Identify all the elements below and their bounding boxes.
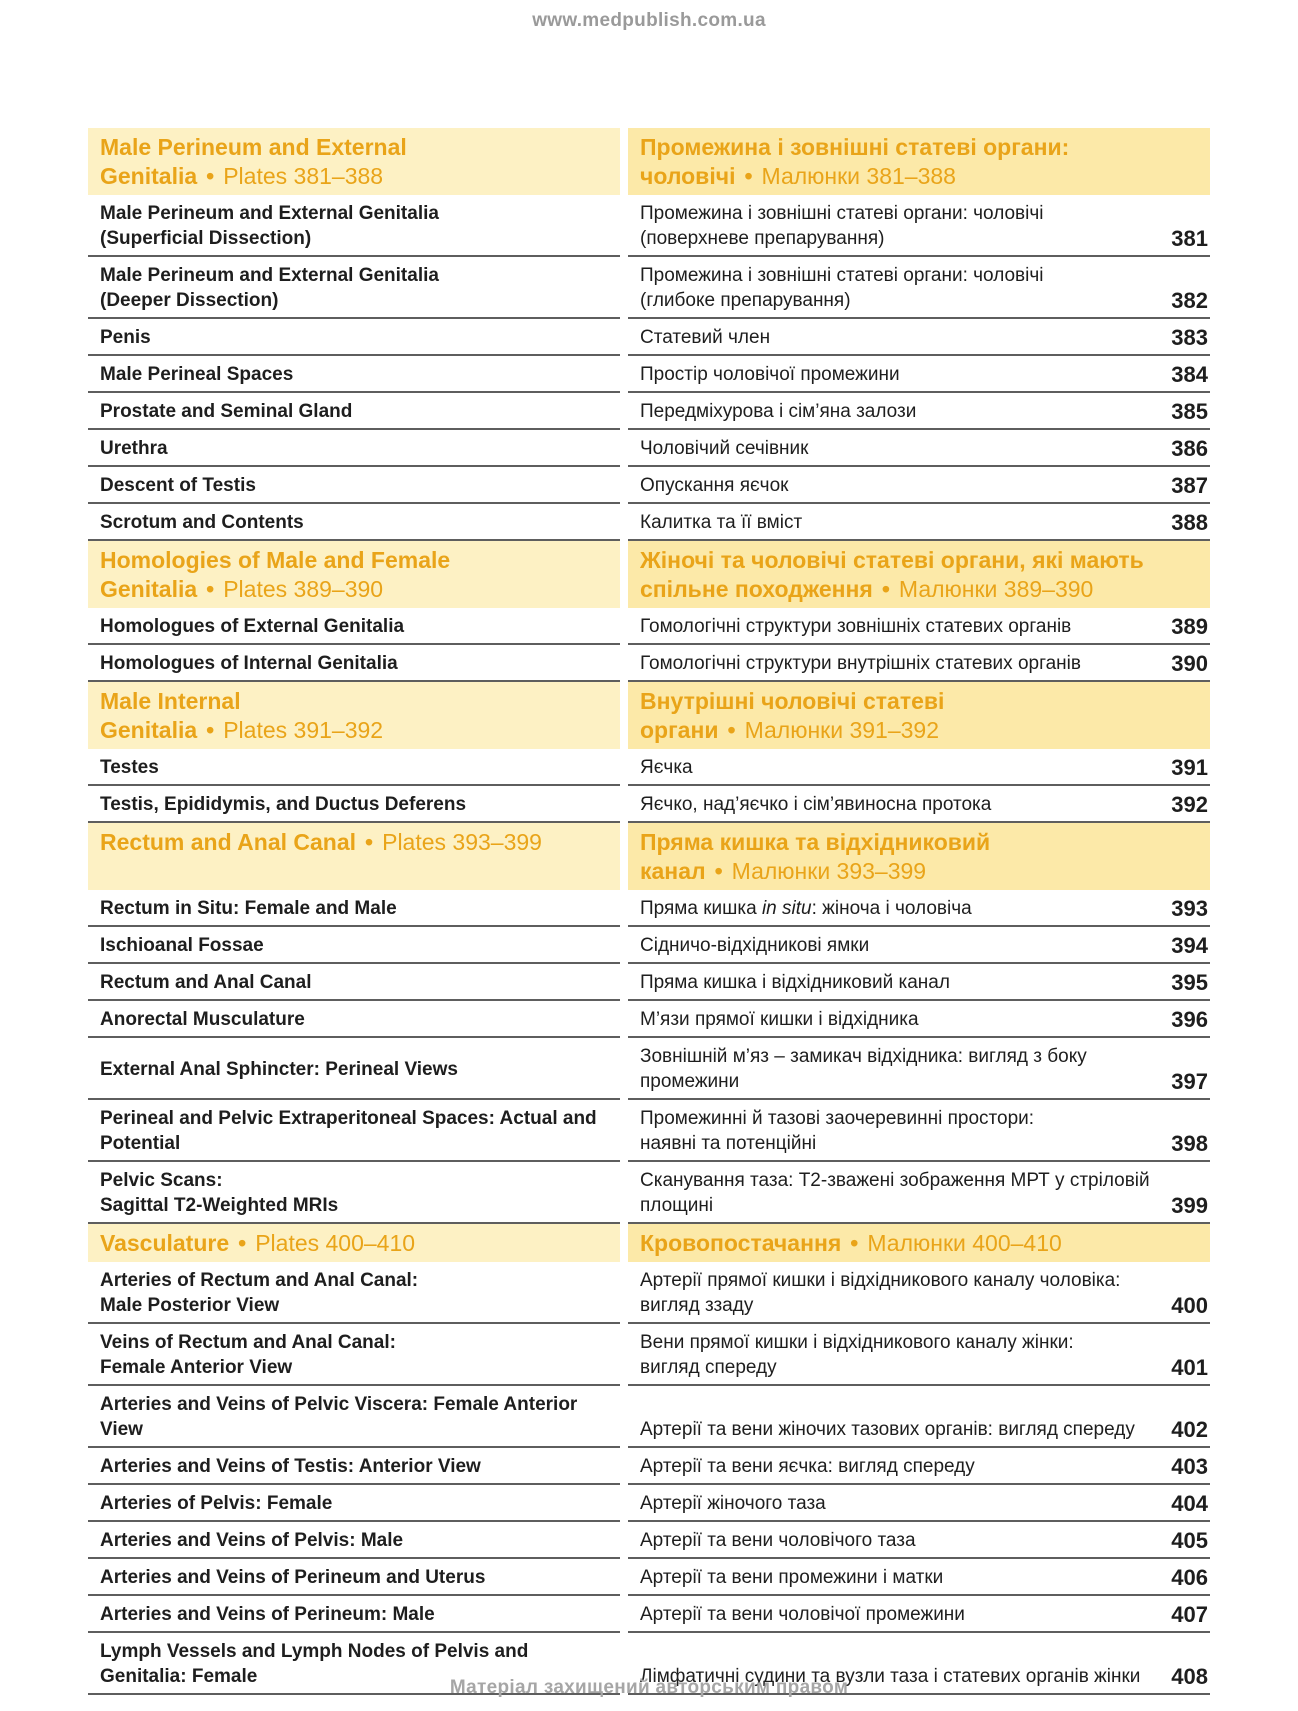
entry-title-en: Male Perineal Spaces <box>100 364 294 385</box>
page-number: 393 <box>1171 896 1208 921</box>
section-title: Rectum and Anal Canal <box>100 829 357 855</box>
toc-entry-en[interactable] <box>88 964 620 1001</box>
toc-entry-en[interactable] <box>88 786 620 823</box>
entry-title-en: Pelvic Scans: Sagittal T2-Weighted MRIs <box>100 1170 339 1216</box>
entry-title-ua: Промежинні й тазові заочеревинні простори: наявні та потенційні <box>640 1108 1035 1154</box>
page-number: 383 <box>1171 325 1208 350</box>
section-header-text: Homologies of Male and Female Genitalia • Plates 389–390 <box>100 547 451 602</box>
entry-title-en: Prostate and Seminal Gland <box>100 401 353 422</box>
toc-entry-ua[interactable] <box>628 393 1210 430</box>
section-header-text: Male Perineum and External Genitalia • Plates 381–388 <box>100 134 407 189</box>
toc-entry-ua[interactable] <box>628 1559 1210 1596</box>
page-number: 401 <box>1171 1355 1208 1380</box>
toc-entry-en[interactable] <box>88 927 620 964</box>
toc-entry-en[interactable] <box>88 645 620 682</box>
toc-entry-ua[interactable] <box>628 1596 1210 1633</box>
toc-entry-en[interactable] <box>88 1001 620 1038</box>
section-header-ua <box>628 682 1210 749</box>
toc-entry-en[interactable] <box>88 504 620 541</box>
section-plates: Plates 393–399 <box>382 829 542 855</box>
section-header-ua <box>628 823 1210 890</box>
page-number: 389 <box>1171 614 1208 639</box>
entry-title-ua: Артерії прямої кишки і відхідникового каналу чоловіка: вигляд ззаду <box>640 1270 1121 1316</box>
page-number: 408 <box>1171 1664 1208 1689</box>
page-number: 385 <box>1171 399 1208 424</box>
section-header-text: Пряма кишка та відхідниковий канал • Малюнки 393–399 <box>640 829 991 884</box>
entry-title-en: Arteries and Veins of Pelvic Viscera: Female Anterior View <box>100 1394 578 1440</box>
page-number: 397 <box>1171 1069 1208 1094</box>
page-number: 396 <box>1171 1007 1208 1032</box>
toc-entry-ua[interactable] <box>628 504 1210 541</box>
entry-title-ua: Пряма кишка і відхідниковий канал <box>640 972 950 993</box>
section-header-text: Male Internal Genitalia • Plates 391–392 <box>100 688 384 743</box>
toc-entry-en[interactable] <box>88 430 620 467</box>
toc-entry-ua[interactable] <box>628 467 1210 504</box>
page-number: 390 <box>1171 651 1208 676</box>
entry-title-ua: Артерії та вени чоловічої промежини <box>640 1604 965 1625</box>
page-number: 403 <box>1171 1454 1208 1479</box>
section-header-text: Промежина і зовнішні статеві органи: чоловічі • Малюнки 381–388 <box>640 134 1070 189</box>
entry-title-en: Arteries and Veins of Perineum: Male <box>100 1604 435 1625</box>
bullet-dot: • <box>206 717 215 743</box>
toc-entry-en[interactable] <box>88 393 620 430</box>
site-url: www.medpublish.com.ua <box>532 10 766 31</box>
entry-title-en: External Anal Sphincter: Perineal Views <box>100 1058 458 1080</box>
entry-title-en: Penis <box>100 327 151 348</box>
entry-title-ua: Промежина і зовнішні статеві органи: чоловічі (глибоке препарування) <box>640 265 1044 311</box>
entry-title-en: Arteries and Veins of Pelvis: Male <box>100 1530 404 1551</box>
toc-entry-ua[interactable] <box>628 1386 1210 1448</box>
entry-title-en: Homologues of External Genitalia <box>100 616 405 637</box>
table-of-contents <box>88 128 1210 1695</box>
entry-title-en: Testes <box>100 757 159 778</box>
toc-entry-en[interactable] <box>88 1038 620 1100</box>
toc-entry-en[interactable] <box>88 890 620 927</box>
toc-entry-ua[interactable] <box>628 890 1210 927</box>
toc-entry-en[interactable] <box>88 1485 620 1522</box>
toc-entry-en[interactable] <box>88 195 620 257</box>
toc-entry-ua[interactable] <box>628 1324 1210 1386</box>
toc-entry-ua[interactable] <box>628 608 1210 645</box>
section-plates: Малюнки 381–388 <box>761 163 956 189</box>
entry-title-en: Arteries and Veins of Testis: Anterior View <box>100 1456 481 1477</box>
entry-title-en: Male Perineum and External Genitalia (Deeper Dissection) <box>100 265 439 311</box>
section-plates: Plates 389–390 <box>223 576 384 602</box>
toc-entry-en[interactable] <box>88 1100 620 1162</box>
entry-title-ua: Передміхурова і сім’яна залози <box>640 401 917 422</box>
entry-title-ua: Лімфатичні судини та вузли таза і статевих органів жінки <box>640 1666 1141 1687</box>
toc-entry-en[interactable] <box>88 1522 620 1559</box>
toc-entry-ua[interactable] <box>628 645 1210 682</box>
page-number: 405 <box>1171 1528 1208 1553</box>
section-header-ua <box>628 128 1210 195</box>
page-number: 400 <box>1171 1293 1208 1318</box>
entry-title-ua: Сідничо-відхідникові ямки <box>640 935 870 956</box>
toc-entry-ua[interactable] <box>628 1485 1210 1522</box>
section-plates: Plates 381–388 <box>223 163 384 189</box>
page-number: 402 <box>1171 1417 1208 1442</box>
entry-title-ua: Зовнішній м’яз – замикач відхідника: вигляд з боку промежини <box>640 1046 1087 1092</box>
bullet-dot: • <box>744 163 753 189</box>
section-header-en <box>88 128 620 195</box>
page-number: 391 <box>1171 755 1208 780</box>
entry-title-ua: Вени прямої кишки і відхідникового каналу жінки: вигляд спереду <box>640 1332 1074 1378</box>
toc-entry-en[interactable] <box>88 1162 620 1224</box>
page-number: 404 <box>1171 1491 1208 1516</box>
entry-title-en: Homologues of Internal Genitalia <box>100 653 398 674</box>
section-header-en <box>88 1224 620 1262</box>
bullet-dot: • <box>365 829 374 855</box>
section-header-en <box>88 541 620 608</box>
toc-entry-ua[interactable] <box>628 1038 1210 1100</box>
toc-entry-ua[interactable] <box>628 786 1210 823</box>
section-plates: Малюнки 400–410 <box>867 1230 1062 1256</box>
entry-title-en: Perineal and Pelvic Extraperitoneal Spaces: Actual and Potential <box>100 1108 597 1154</box>
toc-entry-ua[interactable] <box>628 1001 1210 1038</box>
entry-title-en: Ischioanal Fossae <box>100 935 264 956</box>
page-number: 407 <box>1171 1602 1208 1627</box>
toc-entry-ua[interactable] <box>628 430 1210 467</box>
toc-entry-ua[interactable] <box>628 195 1210 257</box>
entry-title-ua: Яєчка <box>640 757 693 778</box>
entry-title-ua: Чоловічий сечівник <box>640 438 809 459</box>
section-plates: Plates 391–392 <box>223 717 384 743</box>
entry-title-ua: Статевий член <box>640 327 771 348</box>
entry-title-en: Testis, Epididymis, and Ductus Deferens <box>100 794 467 815</box>
entry-title-ua: Сканування таза: Т2-зважені зображення МРТ у стріловій площині <box>640 1170 1150 1216</box>
entry-title-ua: Яєчко, над’яєчко і сім’явиносна протока <box>640 794 992 815</box>
entry-title-ua: Пряма кишка in situ: жіноча і чоловіча <box>640 898 972 919</box>
entry-title-ua: Опускання яєчок <box>640 475 789 496</box>
toc-entry-ua[interactable] <box>628 1522 1210 1559</box>
entry-title-ua: Гомологічні структури зовнішніх статевих органів <box>640 616 1072 637</box>
bullet-dot: • <box>238 1230 247 1256</box>
section-title: Кровопостачання <box>640 1230 842 1256</box>
toc-entry-ua[interactable] <box>628 1262 1210 1324</box>
section-plates: Малюнки 389–390 <box>898 576 1094 602</box>
page-number: 384 <box>1171 362 1208 387</box>
entry-title-en: Anorectal Musculature <box>100 1009 305 1030</box>
copyright-note: Матеріал захищений авторським правом <box>449 1677 849 1698</box>
page-number: 387 <box>1171 473 1208 498</box>
section-plates: Малюнки 393–399 <box>731 858 927 884</box>
bullet-dot: • <box>714 858 723 884</box>
entry-title-en: Arteries and Veins of Perineum and Uterus <box>100 1567 486 1588</box>
page-number: 394 <box>1171 933 1208 958</box>
page-number: 399 <box>1171 1193 1208 1218</box>
bullet-dot: • <box>206 163 215 189</box>
bullet-dot: • <box>850 1230 859 1256</box>
entry-title-ua: Артерії та вени чоловічого таза <box>640 1530 916 1551</box>
toc-entry-en[interactable] <box>88 319 620 356</box>
toc-entry-en[interactable] <box>88 467 620 504</box>
page-number: 406 <box>1171 1565 1208 1590</box>
entry-title-en: Rectum in Situ: Female and Male <box>100 898 397 919</box>
toc-entry-ua[interactable] <box>628 356 1210 393</box>
entry-title-en: Descent of Testis <box>100 475 256 496</box>
section-header-text: Внутрішні чоловічі статеві органи • Малюнки 391–392 <box>640 688 945 743</box>
page-number: 392 <box>1171 792 1208 817</box>
toc-entry-en[interactable] <box>88 1324 620 1386</box>
section-header-text <box>640 1229 1062 1258</box>
section-header-ua <box>628 1224 1210 1262</box>
page-number: 386 <box>1171 436 1208 461</box>
section-header-text <box>100 1229 415 1258</box>
entry-title-ua: Простір чоловічої промежини <box>640 364 900 385</box>
toc-entry-ua[interactable] <box>628 749 1210 786</box>
entry-title-ua: Артерії та вени жіночих тазових органів: вигляд спереду <box>640 1419 1135 1440</box>
page-number: 382 <box>1171 288 1208 313</box>
section-header-ua <box>628 541 1210 608</box>
page-number: 395 <box>1171 970 1208 995</box>
toc-entry-ua[interactable] <box>628 927 1210 964</box>
page-number: 381 <box>1171 226 1208 251</box>
toc-entry-en[interactable] <box>88 356 620 393</box>
section-header-en <box>88 682 620 749</box>
toc-entry-en[interactable] <box>88 1448 620 1485</box>
section-header-text <box>100 828 542 857</box>
entry-title-ua: Артерії та вени промежини і матки <box>640 1567 944 1588</box>
entry-title-ua: Артерії жіночого таза <box>640 1493 826 1514</box>
entry-title-ua: М’язи прямої кишки і відхідника <box>640 1009 919 1030</box>
section-title: Vasculature <box>100 1230 230 1256</box>
entry-title-en: Veins of Rectum and Anal Canal: Female Anterior View <box>100 1332 396 1378</box>
toc-entry-ua[interactable] <box>628 964 1210 1001</box>
entry-title-ua: Гомологічні структури внутрішніх статевих органів <box>640 653 1081 674</box>
toc-entry-ua[interactable] <box>628 257 1210 319</box>
page-number: 398 <box>1171 1131 1208 1156</box>
entry-title-en: Male Perineum and External Genitalia (Superficial Dissection) <box>100 203 439 249</box>
entry-title-en: Lymph Vessels and Lymph Nodes of Pelvis and Genitalia: Female <box>100 1641 529 1687</box>
entry-title-en: Rectum and Anal Canal <box>100 972 312 993</box>
toc-entry-ua[interactable] <box>628 1448 1210 1485</box>
toc-entry-ua[interactable] <box>628 1162 1210 1224</box>
section-header-text: Жіночі та чоловічі статеві органи, які мають спільне походження • Малюнки 389–390 <box>640 547 1144 602</box>
entry-title-ua: Промежина і зовнішні статеві органи: чоловічі (поверхневе препарування) <box>640 203 1044 249</box>
section-header-en <box>88 823 620 890</box>
entry-title-en: Arteries of Rectum and Anal Canal: Male Posterior View <box>100 1270 419 1316</box>
section-plates: Малюнки 391–392 <box>744 717 939 743</box>
toc-entry-en[interactable] <box>88 1262 620 1324</box>
toc-entry-en[interactable] <box>88 1386 620 1448</box>
toc-entry-en[interactable] <box>88 1559 620 1596</box>
toc-entry-ua[interactable] <box>628 1100 1210 1162</box>
bullet-dot: • <box>727 717 736 743</box>
entry-title-ua: Артерії та вени яєчка: вигляд спереду <box>640 1456 975 1477</box>
bullet-dot: • <box>881 576 890 602</box>
toc-entry-en[interactable] <box>88 608 620 645</box>
bullet-dot: • <box>206 576 215 602</box>
toc-entry-ua[interactable] <box>628 319 1210 356</box>
toc-entry-en[interactable] <box>88 257 620 319</box>
page-number: 388 <box>1171 510 1208 535</box>
entry-title-ua: Калитка та її вміст <box>640 512 803 533</box>
section-plates: Plates 400–410 <box>255 1230 416 1256</box>
entry-title-en: Scrotum and Contents <box>100 512 304 533</box>
toc-entry-en[interactable] <box>88 1596 620 1633</box>
entry-title-en: Urethra <box>100 438 168 459</box>
entry-title-en: Arteries of Pelvis: Female <box>100 1493 333 1514</box>
toc-entry-en[interactable] <box>88 749 620 786</box>
